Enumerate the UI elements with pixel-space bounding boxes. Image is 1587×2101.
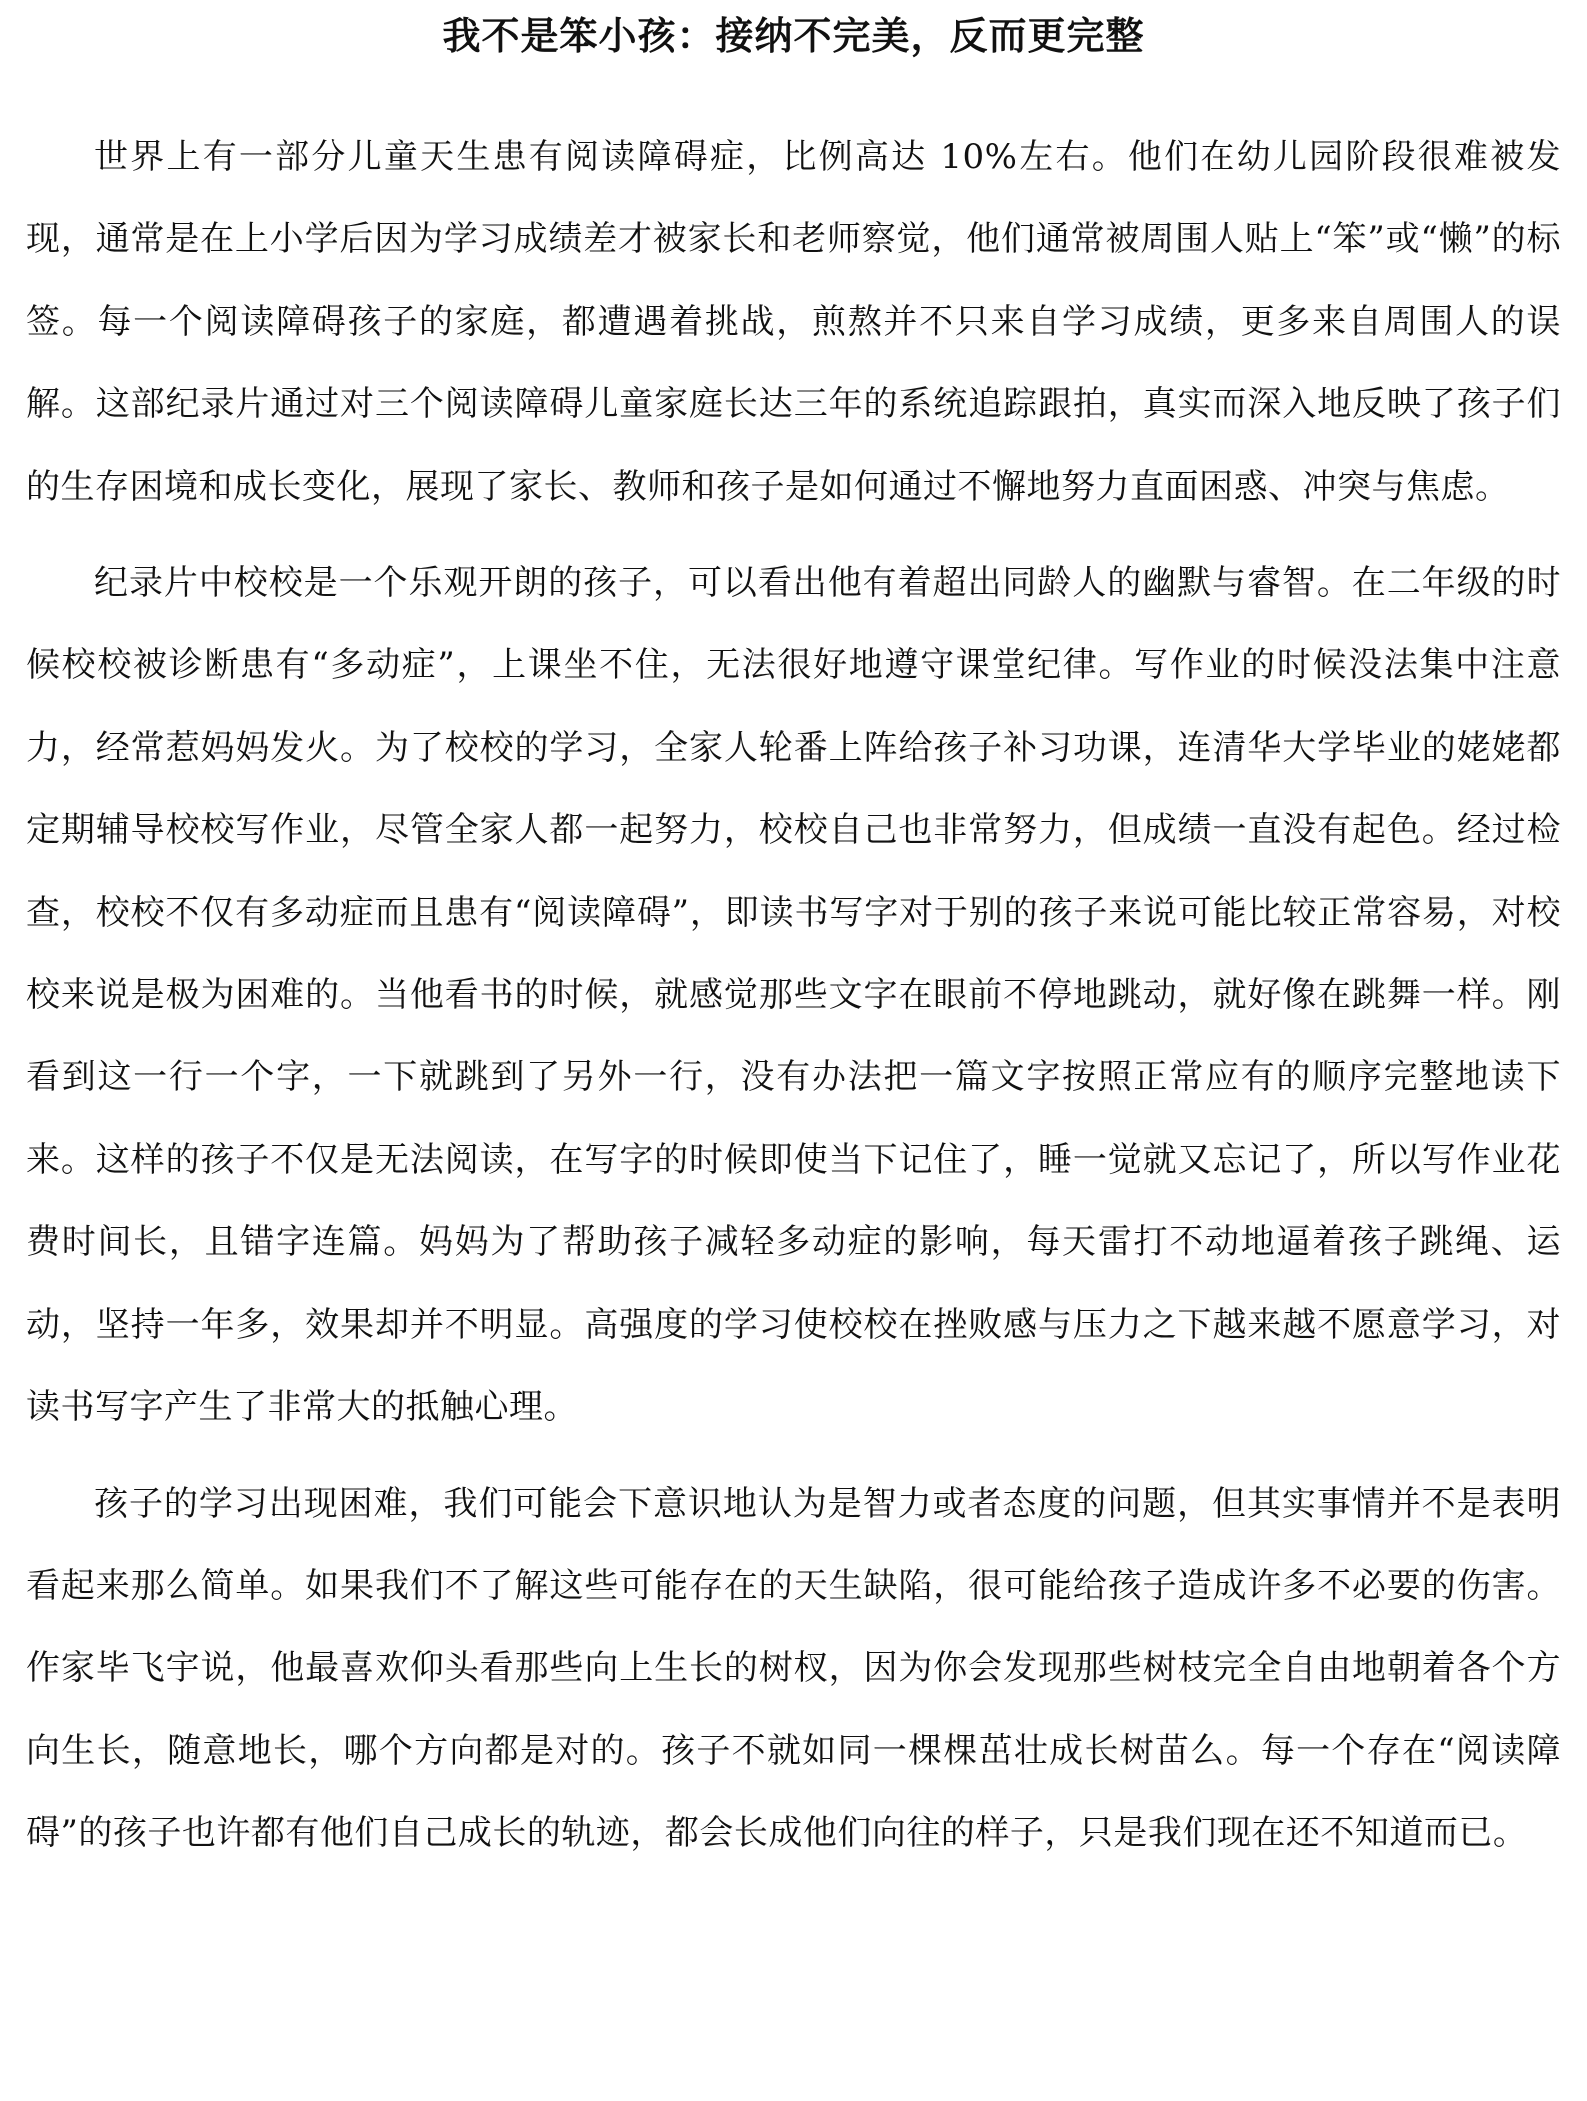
paragraph-xiaoxiao-story: 纪录片中校校是一个乐观开朗的孩子，可以看出他有着超出同龄人的幽默与睿智。在二年级的时候校校被诊断患有“多动症”，上课坐不住，无法很好地遵守课堂纪律。写作业的时候没法集中注意力，经常惹妈妈发火。为了校校的学习，全家人轮番上阵给孩子补习功课，连清华大学毕业的姥姥都定期辅导校校写作业，尽管全家人都一起努力，校校自己也非常努力，但成绩一直没有起色。经过检查，校校不仅有多动症而且患有“阅读障碍”，即读书写字对于别的孩子来说可能比较正常容易，对校校来说是极为困难的。当他看书的时候，就感觉那些文字在眼前不停地跳动，就好像在跳舞一样。刚看到这一行一个字，一下就跳到了另外一行，没有办法把一篇文字按照正常应有的顺序完整地读下来。这样的孩子不仅是无法阅读，在写字的时候即使当下记住了，睡一觉就又忘记了，所以写作业花费时间长，且错字连篇。妈妈为了帮助孩子减轻多动症的影响，每天雷打不动地逼着孩子跳绳、运动，坚持一年多，效果却并不明显。高强度的学习使校校在挫败感与压力之下越来越不愿意学习，对读书写字产生了非常大的抵触心理。: [26, 563, 1561, 1428]
document-title: 我不是笨小孩：接纳不完美，反而更完整: [442, 13, 1145, 58]
paragraph-intro: 世界上有一部分儿童天生患有阅读障碍症，比例高达 10%左右。他们在幼儿园阶段很难被发现，通常是在上小学后因为学习成绩差才被家长和老师察觉，他们通常被周围人贴上“笨”或“懒”的标签。每一个阅读障碍孩子的家庭，都遭遇着挑战，煎熬并不只来自学习成绩，更多来自周围人的误解。这部纪录片通过对三个阅读障碍儿童家庭长达三年的系统追踪跟拍，真实而深入地反映了孩子们的生存困境和成长变化，展现了家长、教师和孩子是如何通过不懈地努力直面困惑、冲突与焦虑。: [26, 137, 1561, 507]
paragraph-conclusion: 孩子的学习出现困难，我们可能会下意识地认为是智力或者态度的问题，但其实事情并不是表明看起来那么简单。如果我们不了解这些可能存在的天生缺陷，很可能给孩子造成许多不必要的伤害。作家毕飞宇说，他最喜欢仰头看那些向上生长的树杈，因为你会发现那些树枝完全自由地朝着各个方向生长，随意地长，哪个方向都是对的。孩子不就如同一棵棵茁壮成长树苗么。每一个存在“阅读障碍”的孩子也许都有他们自己成长的轨迹，都会长成他们向往的样子，只是我们现在还不知道而已。: [26, 1483, 1561, 1854]
document-body: [26, 116, 1561, 1889]
